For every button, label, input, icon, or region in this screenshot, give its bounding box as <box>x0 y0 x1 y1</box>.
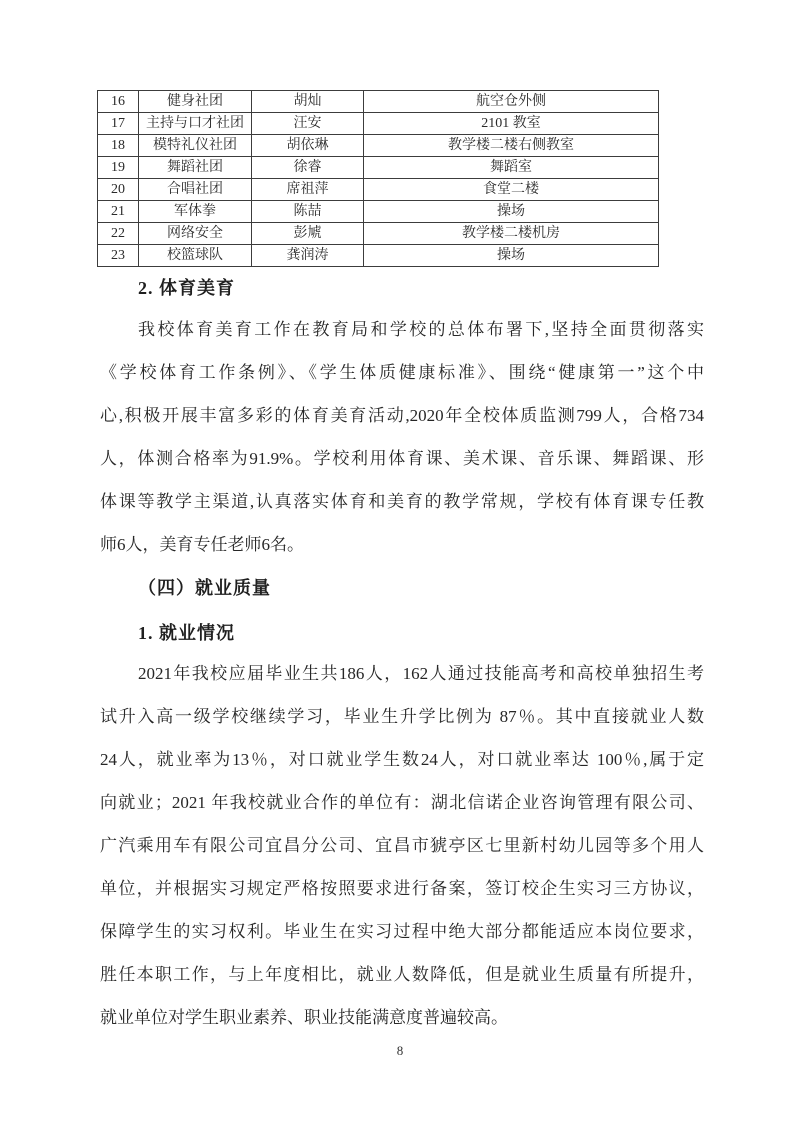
paragraph-line: 24人，就业率为13％，对口就业学生数24人，对口就业率达 100％,属于定 <box>100 750 704 769</box>
cell-club-name: 军体拳 <box>139 201 252 223</box>
cell-club-name: 网络安全 <box>139 223 252 245</box>
table-row <box>98 245 659 267</box>
paragraph-line: 胜任本职工作，与上年度相比，就业人数降低，但是就业生质量有所提升， <box>100 965 704 984</box>
table-row <box>98 135 659 157</box>
cell-no: 17 <box>98 113 139 135</box>
page-number: 8 <box>396 1043 404 1058</box>
cell-teacher: 胡灿 <box>252 91 364 113</box>
cell-club-name: 校篮球队 <box>139 245 252 267</box>
table-row <box>98 157 659 179</box>
cell-no: 22 <box>98 223 139 245</box>
table-row <box>98 91 659 113</box>
cell-club-name: 合唱社团 <box>139 179 252 201</box>
cell-club-name: 主持与口才社团 <box>139 113 252 135</box>
cell-location: 航空仓外侧 <box>364 91 659 113</box>
table-row <box>98 201 659 223</box>
cell-no: 16 <box>98 91 139 113</box>
paragraph-line: 试升入高一级学校继续学习，毕业生升学比例为 87％。其中直接就业人数 <box>100 707 704 726</box>
table-row <box>98 223 659 245</box>
cell-location: 教学楼二楼机房 <box>364 223 659 245</box>
heading-employment-situation: 1. 就业情况 <box>138 623 235 643</box>
paragraph-line: 体课等教学主渠道,认真落实体育和美育的教学常规，学校有体育课专任教 <box>100 492 704 511</box>
paragraph-line: 《学校体育工作条例》、《学生体质健康标准》、围绕“健康第一”这个中 <box>100 363 704 382</box>
cell-teacher: 龚润涛 <box>252 245 364 267</box>
cell-no: 20 <box>98 179 139 201</box>
cell-teacher: 胡依琳 <box>252 135 364 157</box>
cell-no: 21 <box>98 201 139 223</box>
table-row <box>98 179 659 201</box>
paragraph-line: 师6人，美育专任老师6名。 <box>100 535 304 554</box>
cell-location: 操场 <box>364 245 659 267</box>
cell-location: 食堂二楼 <box>364 179 659 201</box>
paragraph-line: 人，体测合格率为91.9%。学校利用体育课、美术课、音乐课、舞蹈课、形 <box>100 449 704 468</box>
cell-club-name: 舞蹈社团 <box>139 157 252 179</box>
cell-teacher: 汪安 <box>252 113 364 135</box>
cell-teacher: 席祖萍 <box>252 179 364 201</box>
table-row <box>98 113 659 135</box>
heading-sports-aesthetics: 2. 体育美育 <box>138 278 235 298</box>
heading-employment-quality: （四）就业质量 <box>138 578 271 598</box>
paragraph-line: 单位，并根据实习规定严格按照要求进行备案，签订校企生实习三方协议， <box>100 879 704 898</box>
cell-no: 18 <box>98 135 139 157</box>
paragraph-sports-aesthetics <box>100 308 704 566</box>
club-table <box>97 90 659 267</box>
cell-location: 2101 教室 <box>364 113 659 135</box>
cell-club-name: 模特礼仪社团 <box>139 135 252 157</box>
paragraph-line: 2021年我校应届毕业生共186人，162人通过技能高考和高校单独招生考 <box>138 664 704 683</box>
cell-teacher: 陈喆 <box>252 201 364 223</box>
paragraph-employment <box>100 652 704 1039</box>
cell-teacher: 徐睿 <box>252 157 364 179</box>
cell-no: 19 <box>98 157 139 179</box>
cell-teacher: 彭虓 <box>252 223 364 245</box>
cell-location: 操场 <box>364 201 659 223</box>
paragraph-line: 我校体育美育工作在教育局和学校的总体布署下,坚持全面贯彻落实 <box>138 320 704 339</box>
paragraph-line: 向就业；2021 年我校就业合作的单位有：湖北信诺企业咨询管理有限公司、 <box>100 793 704 812</box>
paragraph-line: 广汽乘用车有限公司宜昌分公司、宜昌市猇亭区七里新村幼儿园等多个用人 <box>100 836 704 855</box>
cell-location: 舞蹈室 <box>364 157 659 179</box>
paragraph-line: 保障学生的实习权利。毕业生在实习过程中绝大部分都能适应本岗位要求， <box>100 922 704 941</box>
cell-club-name: 健身社团 <box>139 91 252 113</box>
paragraph-line: 心,积极开展丰富多彩的体育美育活动,2020年全校体质监测799人，合格734 <box>100 406 704 425</box>
paragraph-line: 就业单位对学生职业素养、职业技能满意度普遍较高。 <box>100 1008 508 1027</box>
text-block <box>100 277 704 1039</box>
cell-no: 23 <box>98 245 139 267</box>
cell-location: 教学楼二楼右侧教室 <box>364 135 659 157</box>
